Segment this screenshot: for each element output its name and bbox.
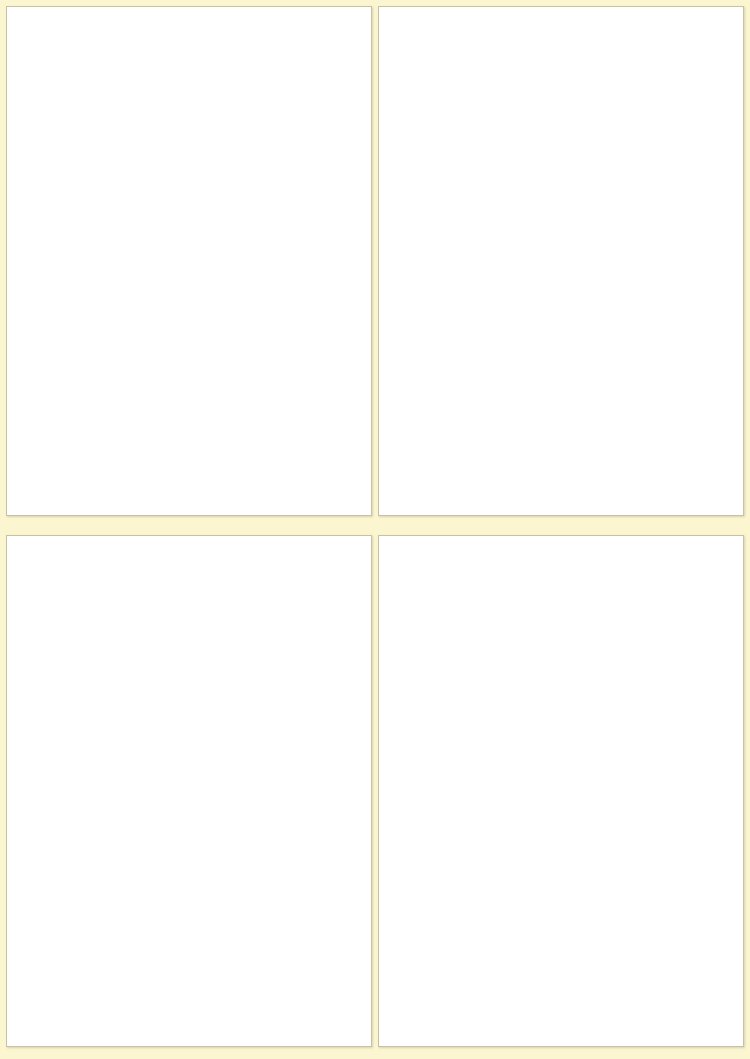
page-8 <box>6 6 372 516</box>
page-16 <box>6 535 372 1047</box>
page-17 <box>378 535 744 1047</box>
page-9 <box>378 6 744 516</box>
